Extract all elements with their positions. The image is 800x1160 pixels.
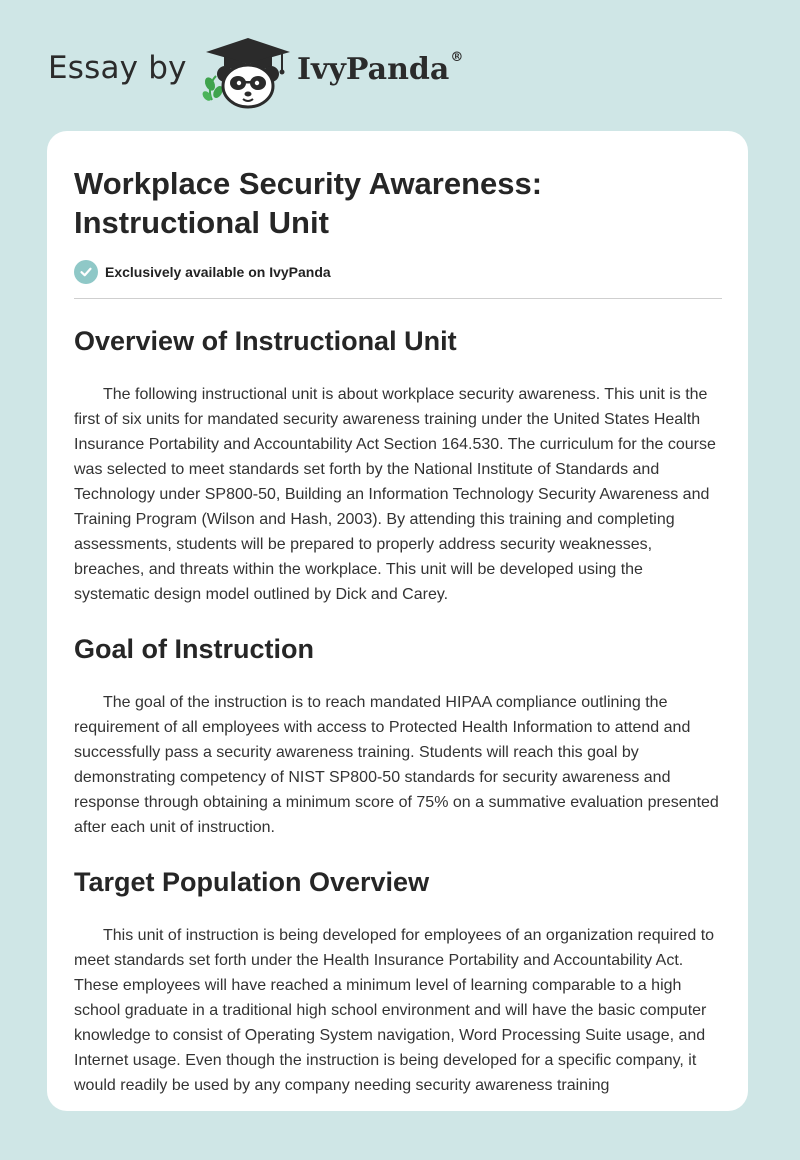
- section-heading-overview: Overview of Instructional Unit: [74, 326, 457, 356]
- brand-prefix: Essay by: [48, 50, 187, 86]
- exclusive-badge: [74, 259, 722, 285]
- section-paragraph-target-population: This unit of instruction is being developed for employees of an organization required to meet standards set forth under the Health Insurance Portability and Accountability Act. These employees will have reached a minimum level of learning comparable to a high school graduate in a traditional high school environment and will have the basic computer knowledge to consist of Operating System navigation, Word Processing Suite usage, and Internet usage. Even though the instruction is being developed for a specific company, it would readily be used by any company needing security awareness training: [74, 927, 715, 1094]
- brand-name-text: IvyPanda: [297, 52, 450, 87]
- checkmark-icon: [74, 260, 98, 284]
- essay-title: Workplace Security Awareness: Instructional Unit: [74, 166, 543, 240]
- divider: [74, 298, 722, 299]
- exclusive-label: Exclusively available on IvyPanda: [105, 264, 331, 280]
- panda-graduate-logo-icon[interactable]: [198, 34, 294, 110]
- registered-mark: ®: [450, 50, 464, 65]
- brand-name[interactable]: [297, 52, 463, 87]
- essay-card: [47, 131, 748, 1111]
- section-heading-goal: Goal of Instruction: [74, 634, 314, 664]
- section-paragraph-overview: The following instructional unit is about workplace security awareness. This unit is the first of six units for mandated security awareness training under the United States Health Insurance Portability and Accountability Act Section 164.530. The curriculum for the course was selected to meet standards set forth by the National Institute of Standards and Technology under SP800-50, Building an Information Technology Security Awareness and Training Program (Wilson and Hash, 2003). By attending this training and completing assessments, students will be prepared to properly address security weaknesses, breaches, and threats within the workplace. This unit will be developed using the systematic design model outlined by Dick and Carey.: [74, 386, 716, 603]
- section-heading-target-population: Target Population Overview: [74, 867, 430, 897]
- section-paragraph-goal: The goal of the instruction is to reach mandated HIPAA compliance outlining the requirement of all employees with access to Protected Health Information to attend and successfully pass a security awareness training. Students will reach this goal by demonstrating competency of NIST SP800-50 standards for security awareness and response through obtaining a minimum score of 75% on a summative evaluation presented after each unit of instruction.: [74, 694, 719, 836]
- site-header: [0, 0, 800, 130]
